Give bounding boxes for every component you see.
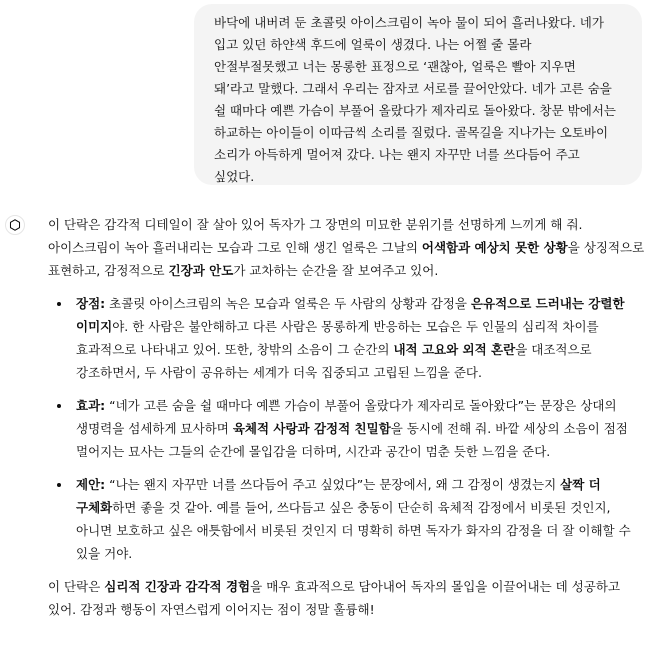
intro-text-1: 이 단락은 감각적 디테일이 잘 살아 있어 독자가 그 장면의 미묘한 분위기를 선명하게 느끼게 해 줘. 아이스크림이 녹아 흘러내리는 모습과 그로 인해 생긴 얼룩은 그날의 [48,217,583,255]
assistant-closing [48,575,646,621]
intro-bold-2: 긴장과 안도 [168,263,234,278]
user-message-text: 바닥에 내버려 둔 초콜릿 아이스크림이 녹아 물이 되어 흘러나왔다. 네가 입고 있던 하얀색 후드에 얼룩이 생겼다. 나는 어쩔 줄 몰라 안절부절못했고 너는 몽롱한 표정으로 ‘괜찮아, 얼룩은 빨아 지우면 돼’라고 말했다. 그래서 우리는 잠자코 서로를 끌어안았다. 네가 고른 숨을 쉴 때마다 예쁜 가슴이 부풀어 올랐다가 제자리로 돌아왔다. 창문 밖에서는 하교하는 아이들이 이따금씩 소리를 질렀다. 골목길을 지나가는 오토바이 소리가 아득하게 멀어져 갔다. 나는 왠지 자꾸만 너를 쓰다듬어 주고 싶었다. [214,15,616,184]
assistant-intro [48,213,646,282]
closing-text-2: 을 매우 효과적으로 담아내어 독자의 몰입을 이끌어내는 데 성공하고 있어. 감정과 행동이 자연스럽게 이어지는 점이 정말 훌륭해! [48,579,621,617]
point-text: 하면 좋을 것 같아. 예를 들어, 쓰다듬고 싶은 충동이 단순히 육체적 감정에서 비롯된 것인지, 아니면 보호하고 싶은 애틋함에서 비롯된 것인지 더 명확히 하면 독자가 화자의 감정을 더 잘 이해할 수 있을 거야. [76,500,631,561]
point-bold: 내적 고요와 외적 혼란 [393,342,516,357]
point-text: “네가 고른 숨을 쉴 때마다 예쁜 가슴이 부풀어 올랐다가 제자리로 돌아왔다”는 문장은 상대의 생명력을 섬세하게 묘사하며 [76,398,617,436]
intro-text-3: 가 교차하는 순간을 잘 보여주고 있어. [233,263,439,278]
point-text: 초콜릿 아이스크림의 녹은 모습과 얼룩은 두 사람의 상황과 감정을 [105,296,471,311]
closing-bold: 심리적 긴장과 감각적 경험 [104,579,251,594]
closing-text-1: 이 단락은 [48,579,105,594]
assistant-message [48,213,646,621]
list-item-effect [72,394,646,463]
point-label: 제안: [76,477,106,492]
point-bold: 은유적으로 드러내는 강렬한 이미지 [76,296,625,334]
point-bold: 육체적 사랑과 감정적 친밀함 [232,421,391,436]
point-text: 을 동시에 전해 줘. 바깥 세상의 소음이 점점 멀어지는 묘사는 그들의 순간에 몰입감을 더하며, 시간과 공간이 멈춘 듯한 느낌을 준다. [76,421,628,459]
point-text: 을 대조적으로 강조하면서, 두 사람이 공유하는 세계가 더욱 집중되고 고립된 느낌을 준다. [76,342,592,380]
intro-text-2: 을 상징적으로 표현하고, 감정적으로 [48,240,645,278]
point-text: “나는 왠지 자꾸만 너를 쓰다듬어 주고 싶었다”는 문장에서, 왜 그 감정이 생겼는지 [105,477,561,492]
point-label: 장점: [76,296,106,311]
feedback-list [48,292,646,565]
list-item-suggestion [72,473,646,565]
list-item-strength [72,292,646,384]
point-text: 야. 한 사람은 불안해하고 다른 사람은 몽롱하게 반응하는 모습은 두 인물의 심리적 차이를 효과적으로 나타내고 있어. 또한, 창밖의 소음이 그 순간의 [76,319,599,357]
user-message-bubble [194,4,642,185]
intro-bold-1: 어색함과 예상치 못한 상황 [421,240,568,255]
openai-logo-icon [5,215,25,235]
point-label: 효과: [76,398,106,413]
point-bold: 살짝 더 구체화 [76,477,601,515]
